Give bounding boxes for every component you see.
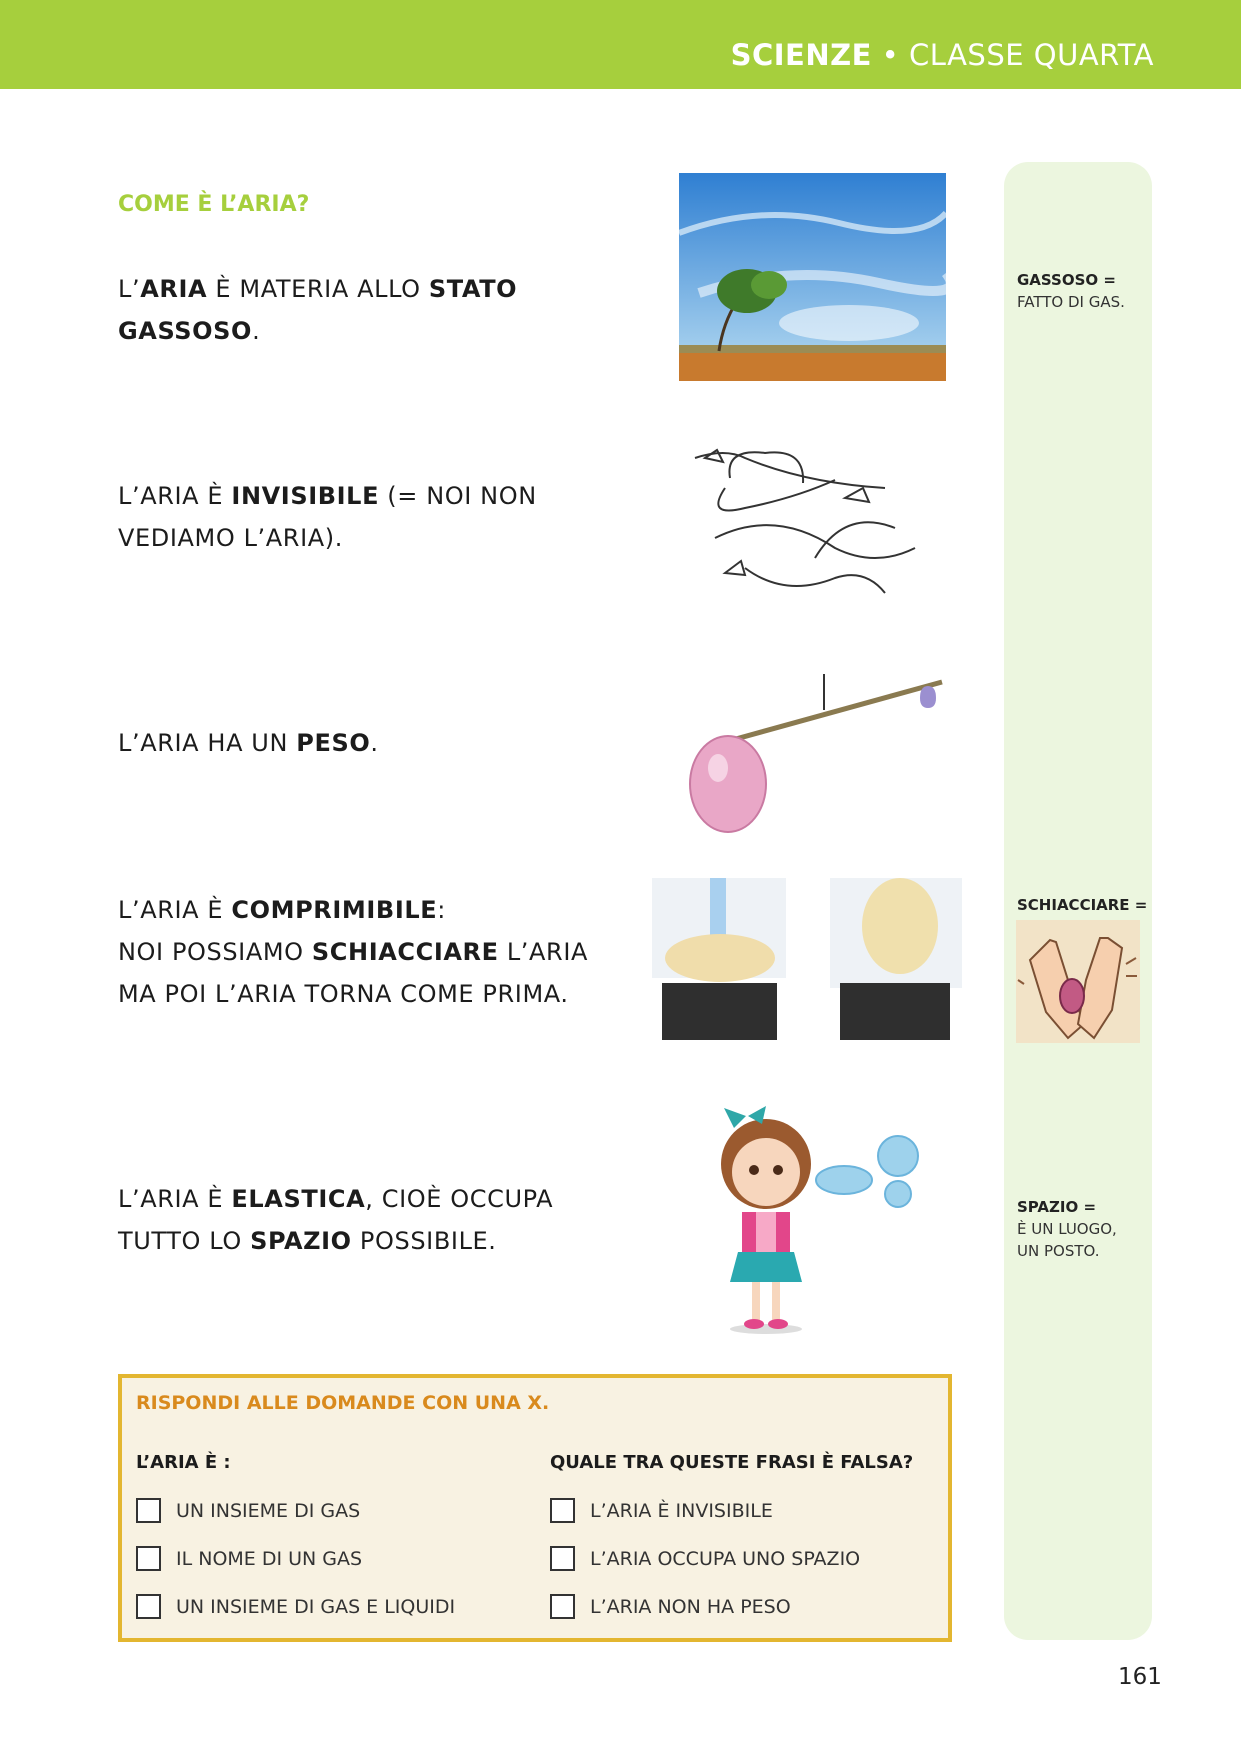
checkbox[interactable] [550, 1498, 575, 1523]
paragraph-invisibile: L’ARIA È INVISIBILE (= NOI NON VEDIAMO L’ARIA). [118, 482, 537, 552]
glossary-definition: FATTO DI GAS. [1017, 293, 1125, 311]
header-subject: SCIENZE [730, 38, 872, 72]
header-separator: • [881, 38, 900, 72]
page-number: 161 [1118, 1664, 1162, 1690]
quiz-box [118, 1374, 952, 1642]
header-title [731, 38, 1154, 72]
sky-tree-image [679, 173, 946, 381]
quiz-option[interactable]: IL NOME DI UN GAS [136, 1546, 362, 1571]
header-class: CLASSE QUARTA [909, 38, 1154, 72]
paragraph-peso: L’ARIA HA UN PESO. [118, 729, 379, 757]
wind-hat-image [685, 428, 925, 608]
quiz-option[interactable]: L’ARIA NON HA PESO [550, 1594, 791, 1619]
quiz-option[interactable]: L’ARIA OCCUPA UNO SPAZIO [550, 1546, 860, 1571]
checkbox[interactable] [550, 1594, 575, 1619]
glossary-term: GASSOSO = [1017, 271, 1116, 289]
glossary-term: SPAZIO = [1017, 1198, 1097, 1216]
squeeze-hands-image [1016, 920, 1140, 1043]
section-title: COME È L’ARIA? [118, 192, 310, 217]
glossary-definition: UN POSTO. [1017, 1242, 1100, 1260]
checkbox[interactable] [136, 1594, 161, 1619]
page-header [0, 0, 1241, 89]
quiz-title: RISPONDI ALLE DOMANDE CON UNA X. [136, 1392, 550, 1414]
glossary-definition: È UN LUOGO, [1017, 1220, 1117, 1238]
quiz-option[interactable]: UN INSIEME DI GAS [136, 1498, 360, 1523]
glossary-spazio [1017, 1196, 1117, 1262]
quiz-right-title: QUALE TRA QUESTE FRASI È FALSA? [550, 1452, 914, 1473]
paragraph-elastica: L’ARIA È ELASTICA, CIOÈ OCCUPA TUTTO LO SPAZIO POSSIBILE. [118, 1185, 554, 1255]
checkbox[interactable] [136, 1498, 161, 1523]
quiz-option[interactable]: UN INSIEME DI GAS E LIQUIDI [136, 1594, 455, 1619]
glossary-schiacciare [1017, 894, 1147, 916]
paragraph-gassoso: L’ARIA È MATERIA ALLO STATO GASSOSO. [118, 275, 518, 345]
quiz-option[interactable]: L’ARIA È INVISIBILE [550, 1498, 773, 1523]
glossary-term: SCHIACCIARE = [1017, 896, 1148, 914]
paragraph-comprimibile: L’ARIA È COMPRIMIBILE: NOI POSSIAMO SCHIACCIARE L’ARIA MA POI L’ARIA TORNA COME PRIMA. [118, 896, 589, 1008]
checkbox[interactable] [550, 1546, 575, 1571]
girl-bubbles-image [676, 1104, 946, 1334]
quiz-left-title: L’ARIA È : [136, 1452, 231, 1473]
squeezed-balloon-images [652, 878, 962, 1040]
glossary-gassoso [1017, 269, 1125, 313]
balloon-scale-image [680, 672, 945, 836]
checkbox[interactable] [136, 1546, 161, 1571]
